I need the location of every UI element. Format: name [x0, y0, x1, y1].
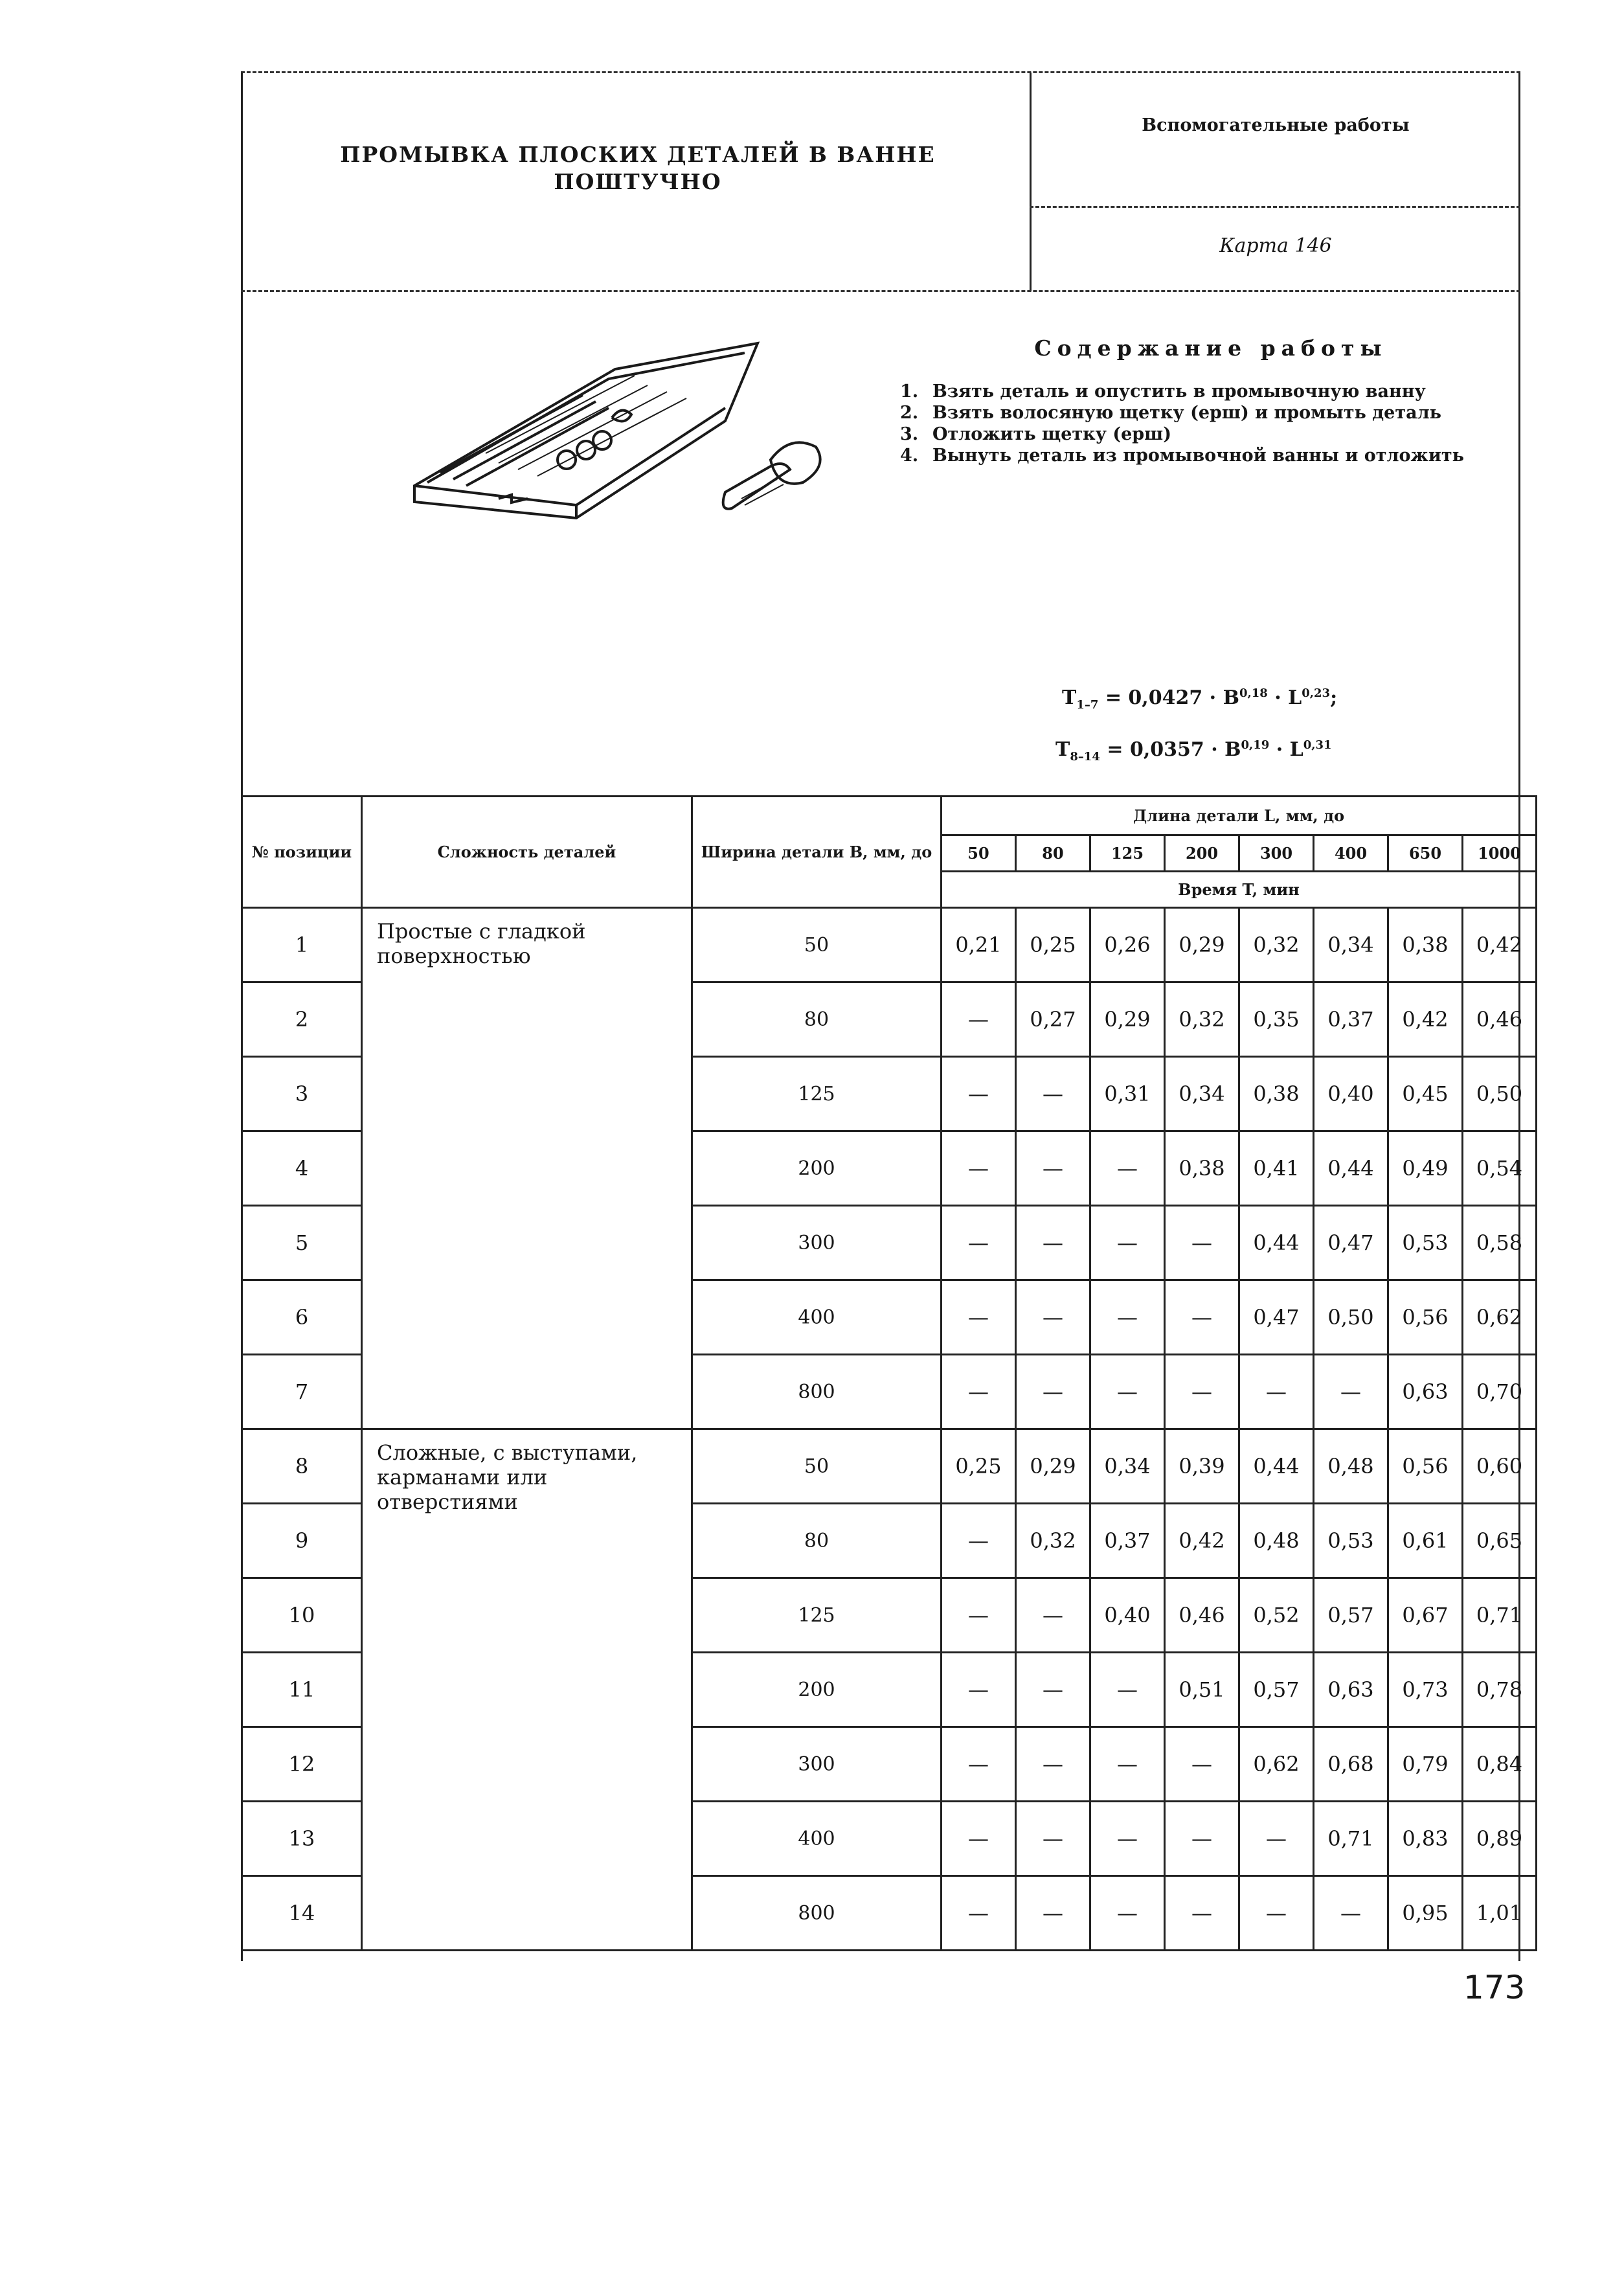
time-value-cell: 0,41 — [1239, 1131, 1314, 1206]
time-value-cell: 0,42 — [1463, 908, 1537, 982]
work-step: 1. Взять деталь и опустить в промывочную ванну — [900, 381, 1426, 402]
time-value-cell: 0,40 — [1314, 1057, 1388, 1131]
time-value-cell: 0,32 — [1016, 1504, 1090, 1578]
column-header-length-group: Длина детали L, мм, до — [942, 797, 1537, 835]
time-value-cell: 0,62 — [1463, 1280, 1537, 1355]
position-cell: 11 — [242, 1653, 362, 1727]
time-value-cell: 0,49 — [1388, 1131, 1463, 1206]
width-cell: 200 — [692, 1131, 942, 1206]
time-value-cell: 0,50 — [1463, 1057, 1537, 1131]
time-value-cell: — — [1090, 1727, 1165, 1802]
width-cell: 300 — [692, 1206, 942, 1280]
time-value-cell: — — [1016, 1355, 1090, 1429]
time-value-cell: — — [1016, 1727, 1090, 1802]
time-value-cell: — — [1016, 1131, 1090, 1206]
table-row — [242, 1429, 1537, 1504]
time-value-cell: 0,42 — [1165, 1504, 1239, 1578]
work-steps-list — [900, 381, 1515, 466]
time-value-cell: 0,34 — [1090, 1429, 1165, 1504]
formula-positions-1-7: $T_{1-7} = 0,0427 \cdot B^{0,18} \cdot L^{0,23}$; — [1062, 686, 1338, 712]
time-value-cell: 0,47 — [1314, 1206, 1388, 1280]
time-value-cell: — — [1090, 1206, 1165, 1280]
time-value-cell: — — [942, 1876, 1016, 1951]
time-value-cell: 1,01 — [1463, 1876, 1537, 1951]
time-value-cell: 0,70 — [1463, 1355, 1537, 1429]
time-value-cell: 0,53 — [1314, 1504, 1388, 1578]
time-value-cell: — — [1239, 1876, 1314, 1951]
time-value-cell: 0,61 — [1388, 1504, 1463, 1578]
position-cell: 6 — [242, 1280, 362, 1355]
time-value-cell: — — [942, 1131, 1016, 1206]
wash-tray-and-brush-icon — [389, 324, 842, 557]
position-cell: 8 — [242, 1429, 362, 1504]
time-value-cell: 0,38 — [1239, 1057, 1314, 1131]
column-header-time-group: Время T, мин — [942, 872, 1537, 908]
time-value-cell: 0,71 — [1463, 1578, 1537, 1653]
time-value-cell: 0,57 — [1239, 1653, 1314, 1727]
time-value-cell: 0,38 — [1165, 1131, 1239, 1206]
time-value-cell: 0,71 — [1314, 1802, 1388, 1876]
position-cell: 7 — [242, 1355, 362, 1429]
card-number: Карта 146 — [1219, 234, 1332, 257]
time-value-cell: — — [942, 1504, 1016, 1578]
page-number: 173 — [1463, 1969, 1526, 2006]
time-value-cell: 0,42 — [1388, 982, 1463, 1057]
time-value-cell: 0,60 — [1463, 1429, 1537, 1504]
position-cell: 9 — [242, 1504, 362, 1578]
time-value-cell: — — [1016, 1653, 1090, 1727]
time-value-cell: 0,73 — [1388, 1653, 1463, 1727]
time-value-cell: 0,34 — [1165, 1057, 1239, 1131]
time-value-cell: — — [1016, 1578, 1090, 1653]
time-value-cell: — — [942, 1802, 1016, 1876]
time-value-cell: 0,40 — [1090, 1578, 1165, 1653]
length-header-cell: 650 — [1388, 835, 1463, 872]
position-cell: 10 — [242, 1578, 362, 1653]
width-cell: 400 — [692, 1802, 942, 1876]
length-header-cell: 50 — [942, 835, 1016, 872]
work-step: 4. Вынуть деталь из промывочной ванны и отложить — [900, 446, 1464, 466]
width-cell: 800 — [692, 1355, 942, 1429]
time-value-cell: 0,48 — [1239, 1504, 1314, 1578]
time-value-cell: — — [942, 1653, 1016, 1727]
time-value-cell: 0,45 — [1388, 1057, 1463, 1131]
time-value-cell: 0,56 — [1388, 1280, 1463, 1355]
time-value-cell: — — [1239, 1355, 1314, 1429]
time-value-cell: 0,68 — [1314, 1727, 1388, 1802]
header-bottom-rule — [241, 290, 1520, 292]
length-header-cell: 300 — [1239, 835, 1314, 872]
time-value-cell: — — [942, 1057, 1016, 1131]
time-value-cell: 0,78 — [1463, 1653, 1537, 1727]
time-value-cell: 0,35 — [1239, 982, 1314, 1057]
header-right-mid-rule — [1030, 206, 1520, 208]
time-value-cell: 0,84 — [1463, 1727, 1537, 1802]
time-value-cell: 0,46 — [1463, 982, 1537, 1057]
time-value-cell: — — [1016, 1876, 1090, 1951]
time-value-cell: 0,51 — [1165, 1653, 1239, 1727]
time-value-cell: 0,47 — [1239, 1280, 1314, 1355]
time-value-cell: 0,57 — [1314, 1578, 1388, 1653]
time-value-cell: 0,29 — [1016, 1429, 1090, 1504]
time-value-cell: — — [942, 1280, 1016, 1355]
time-value-cell: 0,65 — [1463, 1504, 1537, 1578]
time-value-cell: — — [1016, 1280, 1090, 1355]
formula-positions-8-14: $T_{8-14} = 0,0357 \cdot B^{0,19} \cdot L^{0,31}$ — [1055, 738, 1332, 764]
time-value-cell: 0,54 — [1463, 1131, 1537, 1206]
time-value-cell: 0,27 — [1016, 982, 1090, 1057]
time-value-cell: 0,50 — [1314, 1280, 1388, 1355]
time-value-cell: 0,32 — [1165, 982, 1239, 1057]
complexity-cell: Простые с гладкой поверхностью — [362, 908, 692, 1429]
time-norms-table — [241, 795, 1537, 1951]
width-cell: 400 — [692, 1280, 942, 1355]
time-value-cell: — — [1239, 1802, 1314, 1876]
time-value-cell: 0,83 — [1388, 1802, 1463, 1876]
position-cell: 1 — [242, 908, 362, 982]
time-value-cell: 0,52 — [1239, 1578, 1314, 1653]
width-cell: 300 — [692, 1727, 942, 1802]
time-value-cell: 0,62 — [1239, 1727, 1314, 1802]
time-value-cell: — — [1165, 1280, 1239, 1355]
time-value-cell: 0,25 — [1016, 908, 1090, 982]
time-value-cell: 0,44 — [1239, 1429, 1314, 1504]
width-cell: 80 — [692, 1504, 942, 1578]
time-value-cell: — — [1165, 1802, 1239, 1876]
time-value-cell: 0,56 — [1388, 1429, 1463, 1504]
column-header-complexity: Сложность деталей — [362, 797, 692, 908]
time-value-cell: 0,38 — [1388, 908, 1463, 982]
time-value-cell: 0,67 — [1388, 1578, 1463, 1653]
position-cell: 12 — [242, 1727, 362, 1802]
time-value-cell: 0,95 — [1388, 1876, 1463, 1951]
position-cell: 13 — [242, 1802, 362, 1876]
width-cell: 125 — [692, 1578, 942, 1653]
time-value-cell: 0,25 — [942, 1429, 1016, 1504]
time-value-cell: 0,53 — [1388, 1206, 1463, 1280]
time-value-cell: — — [1090, 1131, 1165, 1206]
time-value-cell: — — [1314, 1876, 1388, 1951]
width-cell: 80 — [692, 982, 942, 1057]
width-cell: 200 — [692, 1653, 942, 1727]
section-label: Вспомогательные работы — [1142, 115, 1410, 135]
time-value-cell: 0,34 — [1314, 908, 1388, 982]
time-value-cell: — — [1090, 1876, 1165, 1951]
time-value-cell: 0,39 — [1165, 1429, 1239, 1504]
time-value-cell: 0,29 — [1090, 982, 1165, 1057]
width-cell: 800 — [692, 1876, 942, 1951]
width-cell: 50 — [692, 1429, 942, 1504]
position-cell: 3 — [242, 1057, 362, 1131]
time-value-cell: 0,48 — [1314, 1429, 1388, 1504]
time-value-cell: — — [1165, 1876, 1239, 1951]
page-title: ПРОМЫВКА ПЛОСКИХ ДЕТАЛЕЙ В ВАННЕ ПОШТУЧНО — [340, 142, 936, 194]
time-value-cell: 0,44 — [1314, 1131, 1388, 1206]
time-value-cell: — — [1165, 1727, 1239, 1802]
time-value-cell: 0,46 — [1165, 1578, 1239, 1653]
work-step: 2. Взять волосяную щетку (ерш) и промыть деталь — [900, 403, 1441, 423]
time-value-cell: 0,21 — [942, 908, 1016, 982]
time-value-cell: 0,63 — [1314, 1653, 1388, 1727]
time-value-cell: 0,79 — [1388, 1727, 1463, 1802]
time-value-cell: 0,29 — [1165, 908, 1239, 982]
length-header-cell: 125 — [1090, 835, 1165, 872]
header-divider-line — [1030, 73, 1032, 291]
time-value-cell: — — [1090, 1653, 1165, 1727]
time-value-cell: — — [1016, 1802, 1090, 1876]
position-cell: 14 — [242, 1876, 362, 1951]
column-header-width: Ширина детали B, мм, до — [692, 797, 942, 908]
time-value-cell: — — [942, 1206, 1016, 1280]
time-value-cell: — — [1090, 1280, 1165, 1355]
width-cell: 125 — [692, 1057, 942, 1131]
time-value-cell: — — [1165, 1355, 1239, 1429]
position-cell: 2 — [242, 982, 362, 1057]
time-value-cell: 0,63 — [1388, 1355, 1463, 1429]
time-value-cell: — — [1016, 1057, 1090, 1131]
top-border-rule — [241, 71, 1520, 73]
length-header-cell: 400 — [1314, 835, 1388, 872]
work-step: 3. Отложить щетку (ерш) — [900, 424, 1171, 444]
time-value-cell: — — [942, 982, 1016, 1057]
time-value-cell: — — [942, 1578, 1016, 1653]
time-value-cell: — — [1090, 1355, 1165, 1429]
length-header-cell: 80 — [1016, 835, 1090, 872]
time-value-cell: 0,37 — [1314, 982, 1388, 1057]
time-value-cell: 0,44 — [1239, 1206, 1314, 1280]
time-value-cell: — — [1016, 1206, 1090, 1280]
time-value-cell: — — [1090, 1802, 1165, 1876]
width-cell: 50 — [692, 908, 942, 982]
time-value-cell: 0,89 — [1463, 1802, 1537, 1876]
time-value-cell: 0,58 — [1463, 1206, 1537, 1280]
time-value-cell: — — [1314, 1355, 1388, 1429]
time-value-cell: — — [1165, 1206, 1239, 1280]
position-cell: 4 — [242, 1131, 362, 1206]
length-header-cell: 1000 — [1463, 835, 1537, 872]
time-value-cell: 0,31 — [1090, 1057, 1165, 1131]
table-row — [242, 908, 1537, 982]
column-header-position: № позиции — [242, 797, 362, 908]
complexity-cell: Сложные, с выступами, карманами или отверстиями — [362, 1429, 692, 1951]
length-header-cell: 200 — [1165, 835, 1239, 872]
time-value-cell: — — [942, 1727, 1016, 1802]
time-value-cell: — — [942, 1355, 1016, 1429]
time-value-cell: 0,26 — [1090, 908, 1165, 982]
content-heading: Содержание работы — [1034, 335, 1388, 361]
time-value-cell: 0,37 — [1090, 1504, 1165, 1578]
time-value-cell: 0,32 — [1239, 908, 1314, 982]
position-cell: 5 — [242, 1206, 362, 1280]
